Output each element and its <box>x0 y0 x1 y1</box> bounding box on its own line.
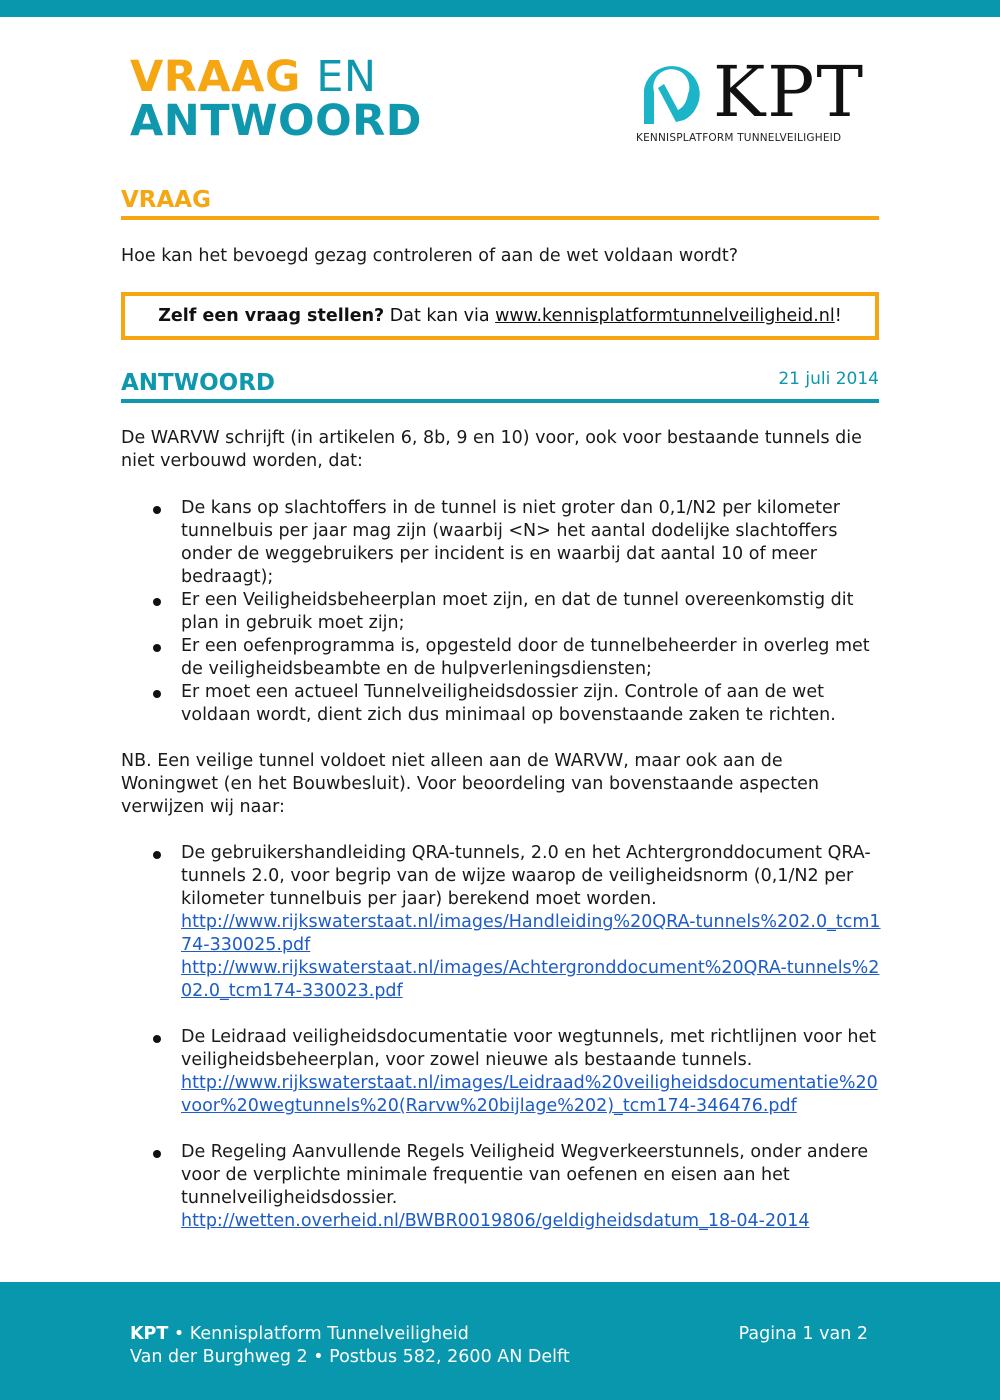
bullet-icon <box>153 506 161 514</box>
reference-text: De Leidraad veiligheidsdocumentatie voor wegtunnels, met richtlijnen voor het veiligheidsbeheerplan, voor zowel nieuwe als bestaande tunnels. <box>181 1027 877 1070</box>
kpt-website-link[interactable]: www.kennisplatformtunnelveiligheid.nl <box>495 306 835 326</box>
title-antwoord: ANTWOORD <box>130 96 422 146</box>
bullet-icon <box>153 1035 161 1043</box>
list-item: Er een oefenprogramma is, opgesteld door de tunnelbeheerder in overleg met de veiligheidsbeambte en de hulpverleningsdiensten; <box>121 635 881 681</box>
bullet-icon <box>153 690 161 698</box>
reference-link[interactable]: http://wetten.overheid.nl/BWBR0019806/geldigheidsdatum_18-04-2014 <box>181 1211 810 1231</box>
kpt-logo <box>636 51 876 148</box>
bullet-icon <box>153 1150 161 1158</box>
footer-address: Van der Burghweg 2 • Postbus 582, 2600 AN Delft <box>130 1347 570 1367</box>
vraag-divider <box>121 216 879 220</box>
antwoord-divider <box>121 399 879 403</box>
bullet-icon <box>153 851 161 859</box>
bullet-icon <box>153 598 161 606</box>
references-list <box>121 842 881 1256</box>
reference-item <box>121 1026 881 1118</box>
reference-link[interactable]: http://www.rijkswaterstaat.nl/images/Achtergronddocument%20QRA-tunnels%202.0_tcm174-330023.pdf <box>181 958 880 1001</box>
footer <box>0 1282 1000 1400</box>
list-item: De kans op slachtoffers in de tunnel is niet groter dan 0,1/N2 per kilometer tunnelbuis per jaar mag zijn (waarbij <N> het aantal dodelijke slachtoffers onder de weggebruikers per incident is en waarbij dat aantal 10 of meer bedraagt); <box>121 497 881 589</box>
logo-kpt-letters: KPT <box>713 51 866 133</box>
reference-text: De Regeling Aanvullende Regels Veiligheid Wegverkeerstunnels, onder andere voor de verplichte minimale frequentie van oefenen en eisen aan het tunnelveiligheidsdossier. <box>181 1142 869 1208</box>
vraag-heading: VRAAG <box>121 187 211 213</box>
antwoord-heading: ANTWOORD <box>121 370 276 396</box>
footer-org <box>130 1324 469 1344</box>
kpt-tunnel-logo-icon <box>636 58 712 128</box>
requirements-list <box>121 497 881 727</box>
callout-bold: Zelf een vraag stellen? <box>158 306 385 326</box>
reference-link[interactable]: http://www.rijkswaterstaat.nl/images/Handleiding%20QRA-tunnels%202.0_tcm174-330025.pdf <box>181 912 881 955</box>
callout-text: Dat kan via <box>384 306 496 326</box>
nb-paragraph: NB. Een veilige tunnel voldoet niet alleen aan de WARVW, maar ook aan de Woningwet (en het Bouwbesluit). Voor beoordeling van bovenstaande aspecten verwijzen wij naar: <box>121 751 820 817</box>
reference-item <box>121 1141 881 1233</box>
answer-intro: De WARVW schrijft (in artikelen 6, 8b, 9 en 10) voor, ook voor bestaande tunnels die niet verbouwd worden, dat: <box>121 428 862 471</box>
reference-link[interactable]: http://www.rijkswaterstaat.nl/images/Leidraad%20veiligheidsdocumentatie%20voor%20wegtunnels%20(Rarvw%20bijlage%202)_tcm174-346476.pdf <box>181 1073 878 1116</box>
top-accent-bar <box>0 0 1000 17</box>
list-item: Er een Veiligheidsbeheerplan moet zijn, en dat de tunnel overeenkomstig dit plan in gebruik moet zijn; <box>121 589 881 635</box>
reference-text: De gebruikershandleiding QRA-tunnels, 2.0 en het Achtergronddocument QRA-tunnels 2.0, voor begrip van de wijze waarop de veiligheidsnorm (0,1/N2 per kilometer tunnelbuis per jaar) berekend moet worden. <box>181 843 871 909</box>
list-item: Er moet een actueel Tunnelveiligheidsdossier zijn. Controle of aan de wet voldaan wordt, dient zich dus minimaal op bovenstaande zaken te richten. <box>121 681 881 727</box>
footer-org-abbr: KPT <box>130 1324 169 1344</box>
bullet-icon <box>153 644 161 652</box>
reference-item <box>121 842 881 1003</box>
document-title <box>130 52 422 146</box>
ask-question-callout <box>121 292 879 340</box>
logo-tagline: KENNISPLATFORM TUNNELVEILIGHEID <box>636 132 842 144</box>
footer-org-name: • Kennisplatform Tunnelveiligheid <box>168 1324 469 1344</box>
callout-suffix: ! <box>834 306 842 326</box>
title-en: EN <box>316 52 377 102</box>
question-text: Hoe kan het bevoegd gezag controleren of aan de wet voldaan wordt? <box>121 246 739 266</box>
answer-date: 21 juli 2014 <box>778 369 879 389</box>
page-number: Pagina 1 van 2 <box>738 1324 868 1344</box>
title-vraag: VRAAG <box>130 52 301 102</box>
